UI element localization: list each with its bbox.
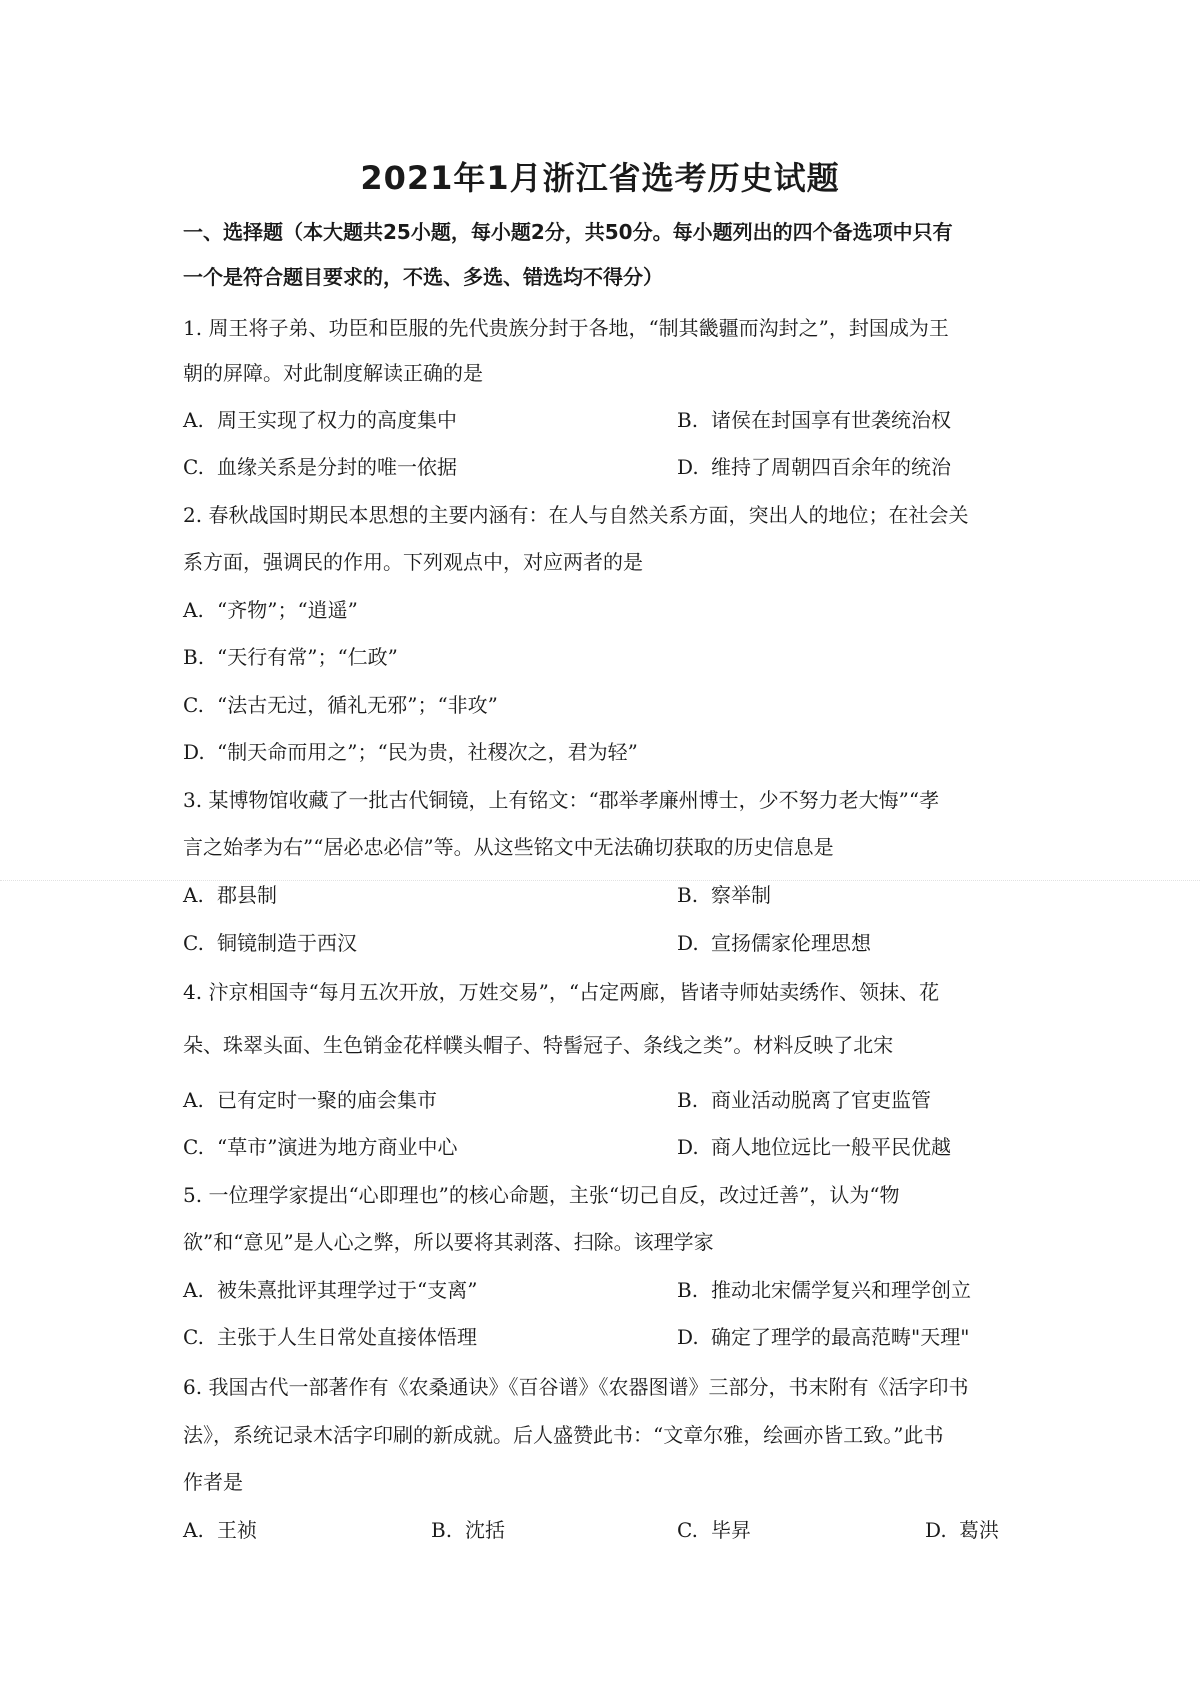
option-label: B. xyxy=(183,645,205,669)
option-label: B. xyxy=(677,1088,699,1112)
question-3-stem-line-2: 言之始孝为右”“居必忠必信”等。从这些铭文中无法确切获取的历史信息是 xyxy=(183,835,834,859)
option-label: B. xyxy=(677,883,699,907)
option-text: 维持了周朝四百余年的统治 xyxy=(711,455,951,479)
option-text: 推动北宋儒学复兴和理学创立 xyxy=(711,1278,971,1302)
option-text: “天行有常”；“仁政” xyxy=(217,645,398,669)
page-title: 2021年1月浙江省选考历史试题 xyxy=(360,159,840,197)
question-4-option-c xyxy=(183,1132,457,1162)
option-label: A. xyxy=(183,883,204,907)
question-2-stem-line-2: 系方面，强调民的作用。下列观点中，对应两者的是 xyxy=(183,550,643,574)
option-label: C. xyxy=(183,693,204,717)
question-4-option-b xyxy=(677,1085,931,1115)
option-label: D. xyxy=(183,740,205,764)
question-4-option-a xyxy=(183,1085,437,1115)
question-3-stem-line-1: 3. 某博物馆收藏了一批古代铜镜，上有铭文：“郡举孝廉州博士，少不努力老大悔”“孝 xyxy=(183,788,940,812)
option-label: C. xyxy=(183,1135,204,1159)
option-label: D. xyxy=(677,931,699,955)
question-1-option-d xyxy=(677,452,951,482)
question-5-option-d xyxy=(677,1322,969,1352)
option-label: B. xyxy=(677,408,699,432)
option-label: D. xyxy=(925,1518,947,1542)
option-text: “法古无过，循礼无邪”；“非攻” xyxy=(217,693,498,717)
option-text: 诸侯在封国享有世袭统治权 xyxy=(711,408,951,432)
option-label: B. xyxy=(677,1278,699,1302)
page-fold-divider xyxy=(0,880,1200,881)
option-text: 已有定时一聚的庙会集市 xyxy=(217,1088,437,1112)
option-text: 沈括 xyxy=(465,1518,505,1542)
question-3-option-c xyxy=(183,928,357,958)
option-text: 血缘关系是分封的唯一依据 xyxy=(217,455,457,479)
option-text: 确定了理学的最高范畴"天理" xyxy=(711,1325,970,1349)
question-5-stem-line-2: 欲”和“意见”是人心之弊，所以要将其剥落、扫除。该理学家 xyxy=(183,1230,714,1254)
option-text: 毕昇 xyxy=(711,1518,751,1542)
question-6-stem-line-3: 作者是 xyxy=(183,1470,243,1494)
option-text: 被朱熹批评其理学过于“支离” xyxy=(217,1278,478,1302)
question-5-option-b xyxy=(677,1275,971,1305)
question-1-option-c xyxy=(183,452,457,482)
question-5-option-a xyxy=(183,1275,477,1305)
option-text: 郡县制 xyxy=(217,883,277,907)
question-3-option-d xyxy=(677,928,871,958)
question-6-stem-line-2: 法》，系统记录木活字印刷的新成就。后人盛赞此书：“文章尔雅，绘画亦皆工致。”此书 xyxy=(183,1423,944,1447)
option-label: C. xyxy=(183,931,204,955)
question-6-option-c xyxy=(677,1515,751,1545)
question-2-option-d xyxy=(183,737,638,767)
option-label: A. xyxy=(183,408,204,432)
option-label: C. xyxy=(183,1325,204,1349)
option-text: “草市”演进为地方商业中心 xyxy=(217,1135,458,1159)
question-4-option-d xyxy=(677,1132,951,1162)
question-2-option-c xyxy=(183,690,498,720)
option-label: D. xyxy=(677,455,699,479)
option-label: A. xyxy=(183,598,204,622)
question-1-stem-line-1: 1. 周王将子弟、功臣和臣服的先代贵族分封于各地，“制其畿疆而沟封之”，封国成为王 xyxy=(183,316,949,340)
option-text: “齐物”；“逍遥” xyxy=(217,598,358,622)
question-2-option-b xyxy=(183,642,398,672)
option-label: A. xyxy=(183,1278,204,1302)
section-heading-line-2: 一个是符合题目要求的，不选、多选、错选均不得分） xyxy=(183,265,663,289)
option-text: 王祯 xyxy=(217,1518,257,1542)
option-text: 主张于人生日常处直接体悟理 xyxy=(217,1325,477,1349)
option-text: 察举制 xyxy=(711,883,771,907)
question-5-option-c xyxy=(183,1322,477,1352)
option-text: 商业活动脱离了官吏监管 xyxy=(711,1088,931,1112)
question-3-option-a xyxy=(183,880,277,910)
option-text: 葛洪 xyxy=(959,1518,999,1542)
option-label: D. xyxy=(677,1325,699,1349)
option-text: 宣扬儒家伦理思想 xyxy=(711,931,871,955)
option-label: D. xyxy=(677,1135,699,1159)
question-1-option-a xyxy=(183,405,457,435)
question-4-stem-line-1: 4. 汴京相国寺“每月五次开放，万姓交易”，“占定两廊，皆诸寺师姑卖绣作、领抹、花 xyxy=(183,980,940,1004)
question-3-option-b xyxy=(677,880,771,910)
option-label: B. xyxy=(431,1518,453,1542)
question-6-option-b xyxy=(431,1515,505,1545)
option-label: C. xyxy=(183,455,204,479)
question-2-stem-line-1: 2. 春秋战国时期民本思想的主要内涵有：在人与自然关系方面，突出人的地位；在社会关 xyxy=(183,503,969,527)
option-text: 商人地位远比一般平民优越 xyxy=(711,1135,951,1159)
option-label: A. xyxy=(183,1088,204,1112)
option-text: “制天命而用之”；“民为贵，社稷次之，君为轻” xyxy=(217,740,638,764)
option-text: 周王实现了权力的高度集中 xyxy=(217,408,457,432)
section-heading-line-1: 一、选择题（本大题共25小题，每小题2分，共50分。每小题列出的四个备选项中只有 xyxy=(183,220,953,244)
option-text: 铜镜制造于西汉 xyxy=(217,931,357,955)
option-label: A. xyxy=(183,1518,204,1542)
question-1-option-b xyxy=(677,405,951,435)
question-6-option-a xyxy=(183,1515,257,1545)
question-6-option-d xyxy=(925,1515,999,1545)
question-2-option-a xyxy=(183,595,358,625)
question-4-stem-line-2: 朵、珠翠头面、生色销金花样幞头帽子、特髻冠子、条线之类”。材料反映了北宋 xyxy=(183,1033,894,1057)
option-label: C. xyxy=(677,1518,698,1542)
question-6-stem-line-1: 6. 我国古代一部著作有《农桑通诀》《百谷谱》《农器图谱》三部分，书末附有《活字印书 xyxy=(183,1375,969,1399)
question-5-stem-line-1: 5. 一位理学家提出“心即理也”的核心命题，主张“切己自反，改过迁善”，认为“物 xyxy=(183,1183,900,1207)
question-1-stem-line-2: 朝的屏障。对此制度解读正确的是 xyxy=(183,361,483,385)
